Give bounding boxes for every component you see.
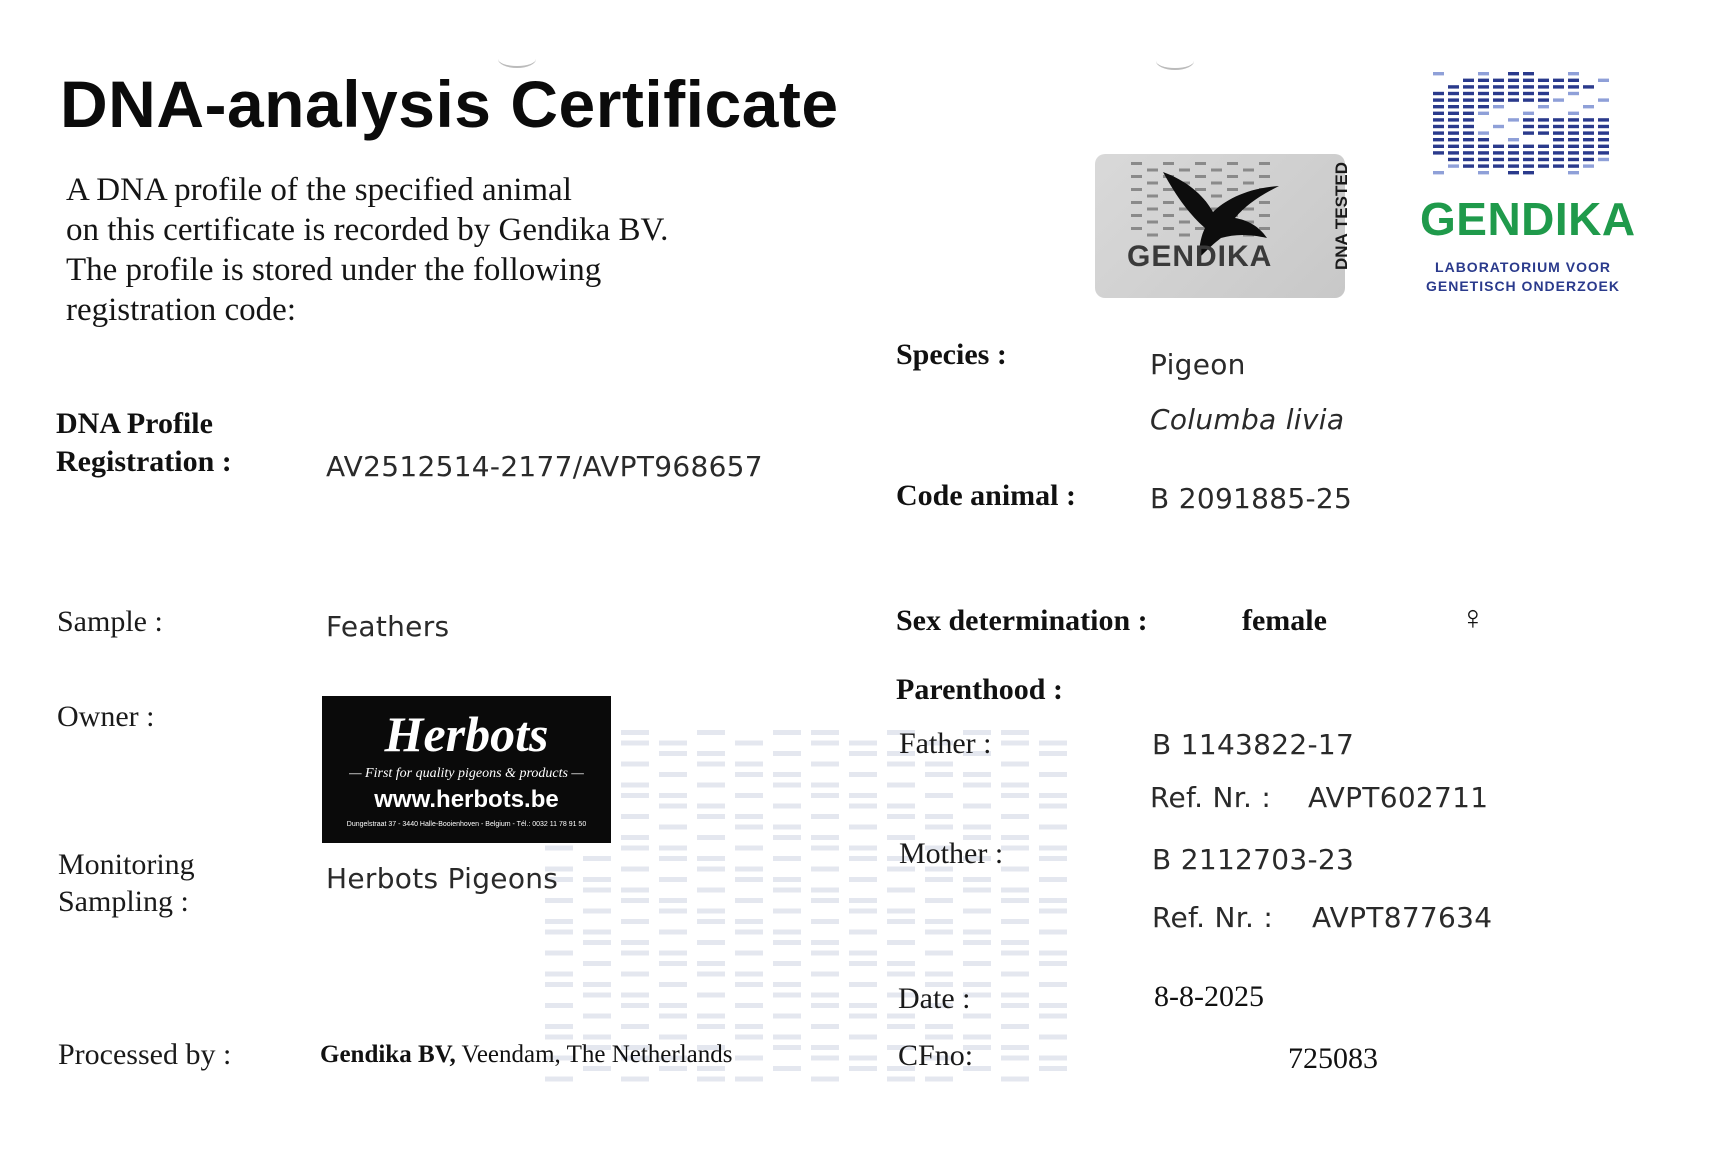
code-animal-value: B 2091885-25	[1150, 482, 1353, 515]
dna-tested-sticker	[1095, 154, 1351, 298]
code-animal-label: Code animal :	[896, 479, 1076, 512]
mother-value: B 2112703-23	[1152, 843, 1355, 876]
owner-stamp	[322, 696, 611, 843]
sample-label: Sample :	[57, 605, 163, 638]
mother-label: Mother :	[899, 837, 1004, 870]
gendika-logo-name: GENDIKA	[1420, 193, 1636, 245]
father-ref-value: AVPT602711	[1308, 781, 1489, 814]
date-value: 8-8-2025	[1154, 980, 1264, 1013]
owner-label: Owner :	[57, 700, 155, 733]
monitoring-value: Herbots Pigeons	[326, 862, 559, 895]
monitoring-label-line2: Sampling :	[58, 885, 189, 918]
sample-value: Feathers	[326, 610, 450, 643]
monitoring-label-line1: Monitoring	[58, 848, 195, 881]
species-latin: Columba livia	[1150, 403, 1345, 436]
mother-ref-value: AVPT877634	[1312, 901, 1493, 934]
registration-label-line2: Registration :	[56, 445, 232, 478]
father-label: Father :	[899, 727, 992, 760]
sticker-brand: GENDIKA	[1127, 240, 1273, 273]
species-common: Pigeon	[1150, 348, 1246, 381]
date-label: Date :	[898, 982, 971, 1015]
processed-location: Veendam, The Netherlands	[461, 1041, 733, 1068]
sex-value: female	[1242, 604, 1327, 637]
processed-company: Gendika BV,	[320, 1041, 456, 1068]
female-symbol-icon: ♀	[1460, 600, 1486, 637]
species-label: Species :	[896, 338, 1007, 371]
stamp-tagline: — First for quality pigeons & products —	[349, 766, 584, 781]
gendika-logo-subtitle	[1420, 258, 1626, 296]
intro-line: registration code:	[66, 292, 297, 328]
intro-line: The profile is stored under the following	[66, 252, 602, 288]
logo-sub-line2: GENETISCH ONDERZOEK	[1425, 278, 1620, 294]
sticker-side-text: DNA TESTED	[1332, 162, 1351, 270]
registration-label-line1: DNA Profile	[56, 407, 213, 440]
logo-sub-line1: LABORATORIUM VOOR	[1435, 259, 1611, 275]
certificate-title: DNA-analysis Certificate	[60, 67, 839, 141]
intro-line: on this certificate is recorded by Gendika BV.	[66, 212, 669, 248]
cfno-value: 725083	[1288, 1042, 1378, 1075]
mother-ref-label: Ref. Nr. :	[1152, 901, 1274, 934]
intro-paragraph	[66, 170, 668, 330]
father-ref-label: Ref. Nr. :	[1150, 781, 1272, 814]
punch-hole-mark	[1156, 52, 1194, 70]
gendika-logo-icon	[1428, 70, 1618, 180]
father-value: B 1143822-17	[1152, 728, 1355, 761]
intro-line: A DNA profile of the specified animal	[66, 172, 572, 208]
stamp-name: Herbots	[384, 706, 549, 762]
stamp-address: Dungelstraat 37 - 3440 Halle-Booienhoven - Belgium - Tél.: 0032 11 78 91 50	[346, 821, 587, 828]
stamp-url: www.herbots.be	[374, 786, 559, 813]
cfno-label: CFno:	[898, 1039, 974, 1072]
parenthood-label: Parenthood :	[896, 673, 1063, 706]
processed-label: Processed by :	[58, 1038, 232, 1071]
registration-value: AV2512514-2177/AVPT968657	[326, 450, 763, 483]
processed-value	[320, 1041, 733, 1069]
sex-label: Sex determination :	[896, 604, 1148, 637]
